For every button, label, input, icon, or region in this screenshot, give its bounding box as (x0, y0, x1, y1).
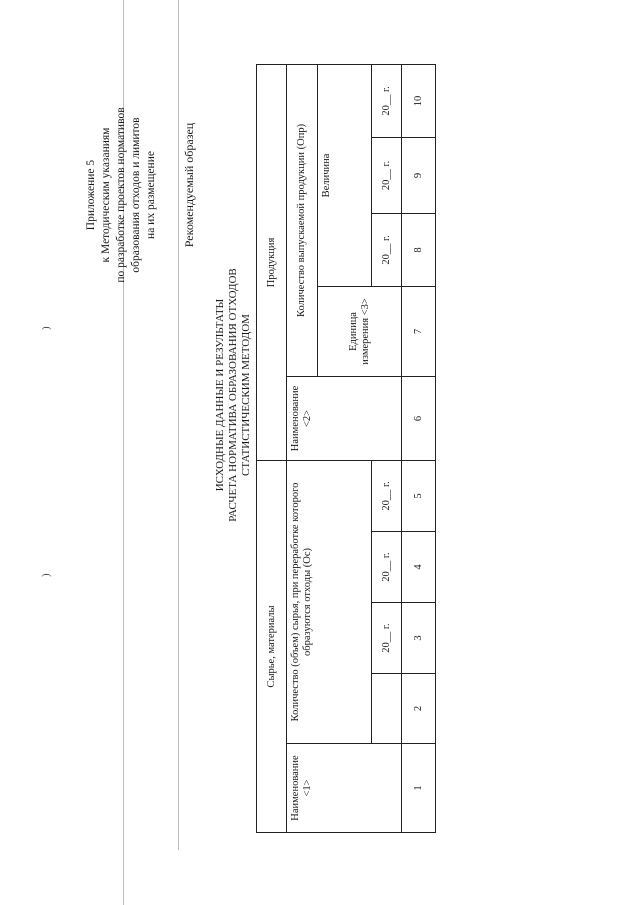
product-year-cell: 20__ г. (372, 64, 402, 137)
column-number: 8 (402, 213, 436, 286)
product-quantity-header: Количество выпускаемой продукции (Опр) (287, 64, 318, 376)
column-number: 1 (402, 744, 436, 833)
title-line: СТАТИСТИЧЕСКИМ МЕТОДОМ (240, 314, 252, 476)
column-number: 6 (402, 376, 436, 460)
title-line: РАСЧЕТА НОРМАТИВА ОБРАЗОВАНИЯ ОТХОДОВ (227, 268, 239, 522)
product-name-header: Наименование <2> (287, 376, 402, 460)
column-number: 9 (402, 137, 436, 213)
title-line: ИСХОДНЫЕ ДАННЫЕ И РЕЗУЛЬТАТЫ (214, 298, 226, 492)
products-header: Продукция (257, 64, 287, 460)
appendix-line: Приложение 5 (85, 159, 97, 231)
margin-mark-2: ) (40, 573, 52, 577)
column-number: 10 (402, 64, 436, 137)
raw-year-cell: 20__ г. (372, 460, 402, 531)
column-number: 7 (402, 286, 436, 376)
appendix-line: образования отходов и лимитов (130, 117, 142, 273)
raw-name-header: Наименование <1> (287, 744, 402, 833)
product-unit-header: Единица измерения <3> (318, 286, 402, 376)
column-number: 4 (402, 532, 436, 603)
column-number: 2 (402, 674, 436, 744)
appendix-line: по разработке проектов нормативов (115, 107, 127, 283)
product-value-header: Величина (318, 64, 372, 286)
appendix-note (84, 95, 159, 295)
raw-materials-header: Сырье, материалы (257, 460, 287, 832)
raw-year-cell: 20__ г. (372, 603, 402, 674)
data-table (256, 64, 436, 833)
product-year-cell: 20__ г. (372, 213, 402, 286)
product-year-cell: 20__ г. (372, 137, 402, 213)
column-number: 5 (402, 460, 436, 531)
raw-quantity-header: Количество (объем) сырья, при переработке которого образуются отходы (Ос) (287, 460, 372, 743)
document-title (214, 185, 253, 605)
margin-mark-1: ) (40, 326, 52, 330)
column-number: 3 (402, 603, 436, 674)
raw-year-cell: 20__ г. (372, 532, 402, 603)
appendix-line: к Методическим указаниям (100, 127, 112, 263)
raw-year-cell (372, 674, 402, 744)
appendix-line: на их размещение (145, 151, 157, 239)
recommended-sample-label: Рекомендуемый образец (182, 122, 196, 248)
